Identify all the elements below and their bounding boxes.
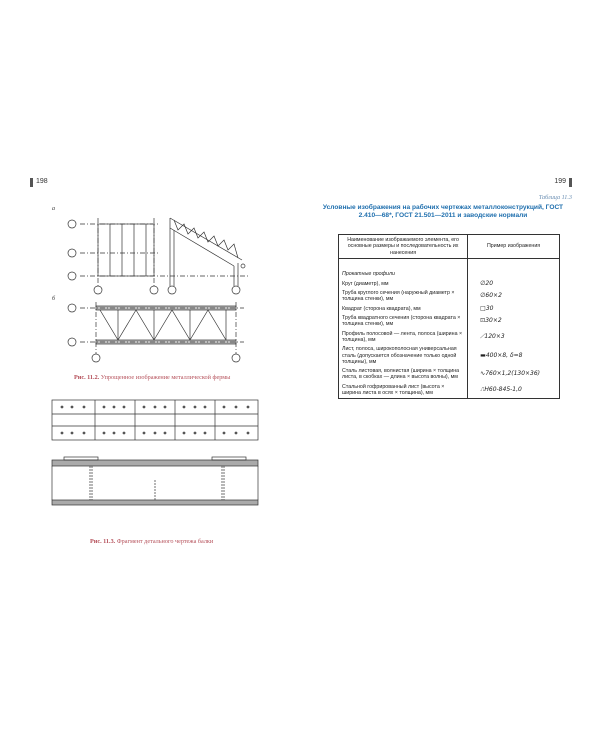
figure-label-a: а bbox=[52, 206, 55, 212]
row-name: Квадрат (сторона квадрата), мм bbox=[339, 304, 468, 313]
row-example: ⎍Н60-845-1,0 bbox=[468, 382, 560, 398]
figure-label-b: б bbox=[52, 296, 56, 302]
table-row bbox=[339, 382, 560, 398]
row-example: □30 bbox=[468, 304, 560, 313]
row-example: ▬400×8, δ=8 bbox=[468, 345, 560, 367]
page-number-right: 199 bbox=[554, 178, 566, 185]
row-example: ∅60×2 bbox=[468, 289, 560, 305]
caption-number: Рис. 11.2. bbox=[74, 374, 100, 381]
section-title: Прокатные профили bbox=[339, 266, 468, 279]
page-marker bbox=[569, 178, 572, 187]
header-name: Наименование изображаемого элемента, его основные размеры и последовательность их нанесения bbox=[339, 235, 468, 259]
square-tube-icon: ⊡ bbox=[480, 317, 486, 325]
caption-text: Фрагмент детального чертежа балки bbox=[116, 538, 214, 545]
row-example: ⟋120×3 bbox=[468, 329, 560, 345]
row-example: ⊡30×2 bbox=[468, 314, 560, 330]
circle-dia-icon: ∅ bbox=[480, 279, 486, 287]
table-title: Условные изображения на рабочих чертежах металлоконструкций, ГОСТ 2.410—68*, ГОСТ 21.501—2011 и заводские нормали bbox=[322, 204, 564, 220]
beam-detail-drawing bbox=[0, 178, 300, 598]
sheet-icon: ▬ bbox=[480, 351, 486, 359]
row-name: Сталь листовая, волнистая (ширина × толщина листа, в скобках — длина × высота волны), мм bbox=[339, 367, 468, 383]
table-label: Таблица 11.3 bbox=[538, 194, 572, 201]
right-page bbox=[300, 178, 600, 598]
table-row bbox=[339, 345, 560, 367]
wave-icon: ∿ bbox=[480, 370, 486, 378]
table-row bbox=[339, 329, 560, 345]
table-row bbox=[339, 304, 560, 313]
symbols-table bbox=[338, 234, 560, 399]
row-name: Лист, полоса, широкополосная универсальная сталь (допускается обозначение только одной толщины), мм bbox=[339, 345, 468, 367]
figure-caption-11-3 bbox=[90, 538, 213, 545]
row-name: Труба квадратного сечения (сторона квадрата × толщина стенки), мм bbox=[339, 314, 468, 330]
row-example: ∅20 bbox=[468, 279, 560, 288]
circle-dia-icon: ∅ bbox=[480, 292, 486, 300]
caption-text: Упрощенное изображение металлической фермы bbox=[100, 374, 231, 381]
row-name: Труба круглого сечения (наружный диаметр × толщина стенки), мм bbox=[339, 289, 468, 305]
table-row bbox=[339, 314, 560, 330]
row-example: ∿760×1,2(130×36) bbox=[468, 367, 560, 383]
header-example: Пример изображения bbox=[468, 235, 560, 259]
row-name: Круг (диаметр), мм bbox=[339, 279, 468, 288]
row-name: Стальной гофрированный лист (высота × ширина листа в осях × толщина), мм bbox=[339, 382, 468, 398]
table-row bbox=[339, 289, 560, 305]
page-number-left: 198 bbox=[36, 178, 48, 185]
caption-number: Рис. 11.3. bbox=[90, 538, 116, 545]
left-page bbox=[0, 178, 300, 598]
corrugated-icon: ⎍ bbox=[480, 385, 485, 393]
table-row bbox=[339, 367, 560, 383]
strip-icon: ⟋ bbox=[480, 332, 485, 340]
square-icon: □ bbox=[480, 304, 486, 312]
table-row bbox=[339, 279, 560, 288]
row-name: Профиль полосовой — лента, полоса (ширина × толщина), мм bbox=[339, 329, 468, 345]
